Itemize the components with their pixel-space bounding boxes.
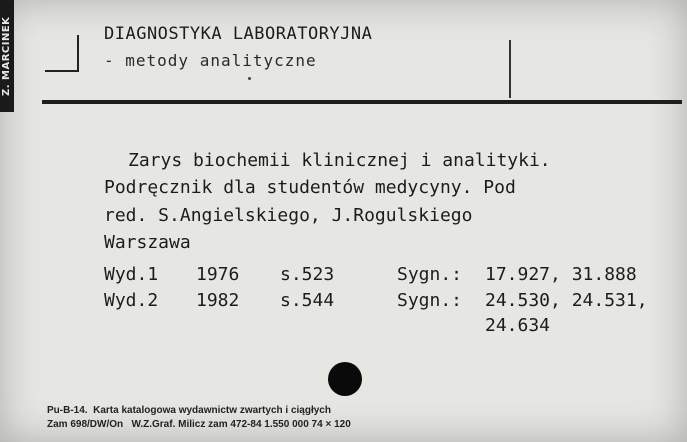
body-line-3: red. S.Angielskiego, J.Rogulskiego — [104, 205, 473, 226]
body-line-2: Podręcznik dla studentów medycyny. Pod — [104, 177, 516, 198]
vertical-rule — [509, 40, 511, 98]
sygn-values: 24.530, 24.531, — [485, 290, 648, 311]
edition-label: Wyd.1 — [104, 264, 159, 285]
footer-line-2: Zam 698/DW/On W.Z.Graf. Milicz zam 472-84 1.550 000 74 × 120 — [47, 419, 351, 430]
ink-dot — [248, 77, 251, 80]
sygn-values: 17.927, 31.888 — [485, 264, 637, 285]
sygn-label: Sygn.: — [397, 290, 463, 311]
edition-pages: s.544 — [280, 290, 335, 311]
punch-hole — [328, 362, 362, 396]
sygn-label: Sygn.: — [397, 264, 463, 285]
body-line-4: Warszawa — [104, 232, 191, 253]
horizontal-rule — [42, 100, 682, 104]
title-heading: DIAGNOSTYKA LABORATORYJNA — [104, 24, 373, 44]
edition-year: 1976 — [196, 264, 240, 285]
edition-label: Wyd.2 — [104, 290, 159, 311]
sygn-extra: 24.634 — [485, 315, 551, 336]
corner-bracket-vertical — [77, 35, 79, 71]
side-author-label: Z. MARCINEK — [0, 0, 14, 112]
body-line-1: Zarys biochemii klinicznej i analityki. — [128, 150, 551, 171]
edition-year: 1982 — [196, 290, 240, 311]
subtitle-heading: - metody analityczne — [104, 51, 317, 70]
corner-bracket-horizontal — [45, 70, 79, 72]
footer-line-1: Pu-B-14. Karta katalogowa wydawnictw zwartych i ciągłych — [47, 405, 331, 416]
edition-pages: s.523 — [280, 264, 335, 285]
